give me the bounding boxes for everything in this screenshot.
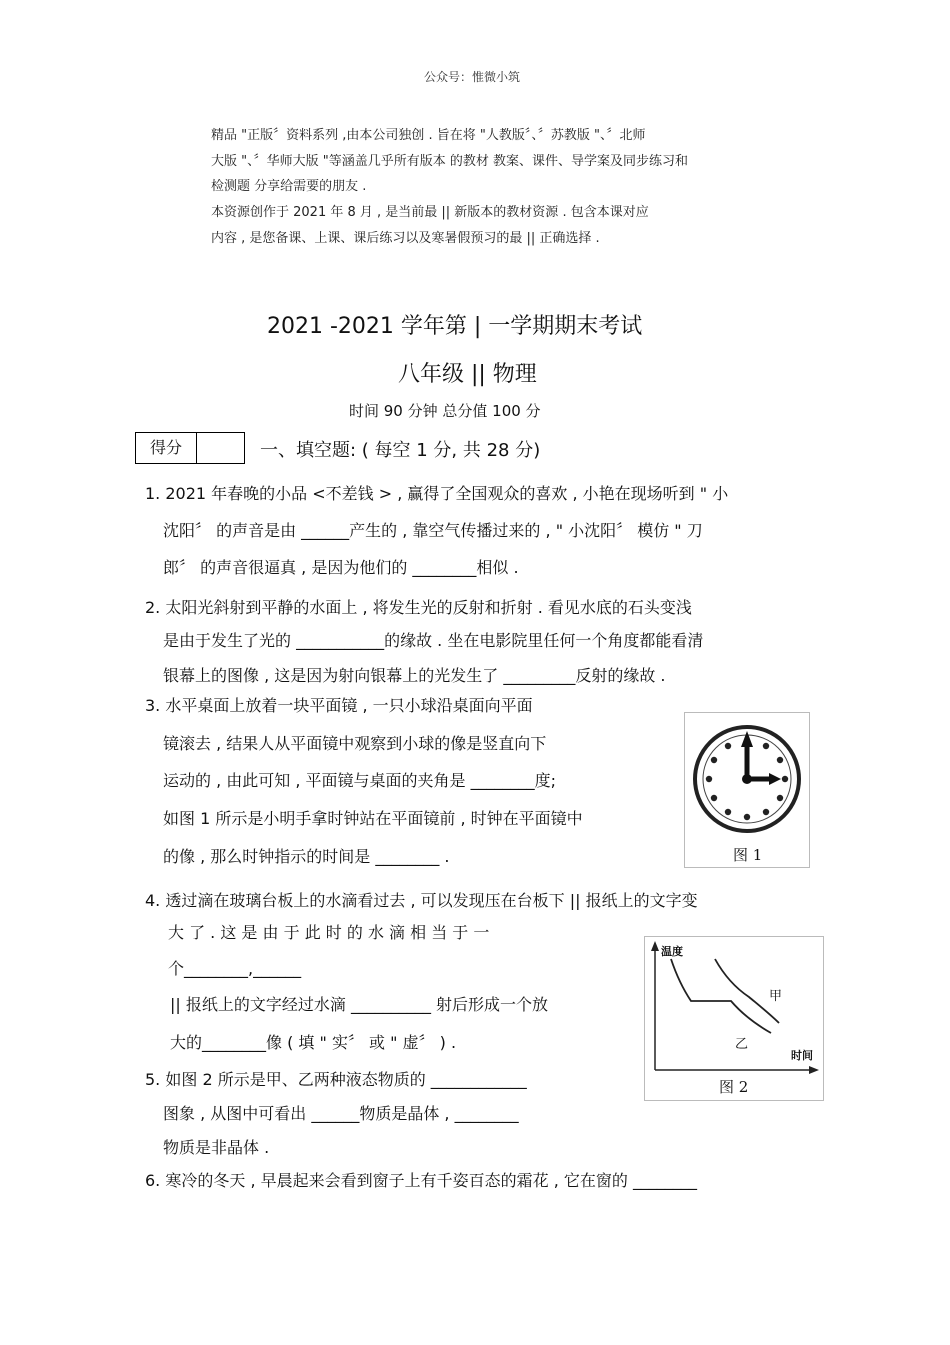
exam-title: 2021 -2021 学年第 | 一学期期末考试	[267, 314, 643, 339]
x-axis-label: 时间	[791, 1049, 813, 1062]
question-line: 沈阳〞 的声音是由 ______产生的 , 靠空气传播过来的 , " 小沈阳〞 模仿 " 刀	[163, 521, 703, 540]
figure-2-graph	[644, 936, 824, 1101]
question-line: 大的________像 ( 填 " 实〞 或 " 虚〞 ) .	[170, 1033, 457, 1052]
figure-2-caption: 图 2	[719, 1078, 749, 1096]
exam-time-info: 时间 90 分钟 总分值 100 分	[349, 402, 541, 420]
series-label-yi: 乙	[735, 1037, 749, 1052]
question-line: 郎〞 的声音很逼真 , 是因为他们的 ________相似 .	[163, 558, 519, 577]
question-line: 大 了 . 这 是 由 于 此 时 的 水 滴 相 当 于 一	[168, 923, 490, 942]
exam-subject: 八年级 || 物理	[398, 362, 537, 387]
question-line: 3. 水平桌面上放着一块平面镜 , 一只小球沿桌面向平面	[145, 696, 533, 715]
intro-line: 本资源创作于 2021 年 8 月 , 是当前最 || 新版本的教材资源 . 包含本课对应	[211, 205, 649, 220]
intro-line: 内容 , 是您备课、上课、课后练习以及寒暑假预习的最 || 正确选择 .	[211, 231, 600, 246]
figure-1-caption: 图 1	[733, 846, 763, 864]
question-line: 2. 太阳光斜射到平静的水面上 , 将发生光的反射和折射 . 看见水底的石头变浅	[145, 598, 692, 617]
question-line: 如图 1 所示是小明手拿时钟站在平面镜前 , 时钟在平面镜中	[163, 809, 583, 828]
question-line: 是由于发生了光的 ___________的缘故 . 坐在电影院里任何一个角度都能看清	[163, 631, 704, 650]
question-line: 运动的 , 由此可知 , 平面镜与桌面的夹角是 ________度;	[163, 771, 556, 790]
question-line: 的像 , 那么时钟指示的时间是 ________ .	[163, 847, 450, 866]
question-line: || 报纸上的文字经过水滴 __________ 射后形成一个放	[170, 995, 549, 1014]
question-line: 个________,______	[168, 959, 302, 978]
section-heading: 一、填空题: ( 每空 1 分, 共 28 分)	[260, 440, 541, 461]
intro-line: 检测题 分享给需要的朋友 .	[211, 179, 367, 194]
y-axis-label: 温度	[661, 945, 683, 958]
series-label-jia: 甲	[769, 989, 783, 1004]
question-line: 1. 2021 年春晚的小品 <不差钱 > , 赢得了全国观众的喜欢 , 小艳在现场听到 " 小	[145, 484, 729, 503]
figure-1-clock	[684, 712, 810, 868]
question-line: 4. 透过滴在玻璃台板上的水滴看过去 , 可以发现压在台板下 || 报纸上的文字变	[145, 891, 698, 910]
score-label: 得分	[136, 433, 197, 463]
intro-line: 大版 "、〞华师大版 "等涵盖几乎所有版本 的教材 教案、课件、导学案及同步练习和	[211, 154, 688, 169]
score-box	[135, 432, 245, 464]
question-line: 图象 , 从图中可看出 ______物质是晶体 , ________	[163, 1104, 519, 1123]
page-header: 公众号：惟微小筑	[424, 70, 521, 84]
question-line: 物质是非晶体 .	[163, 1138, 270, 1157]
intro-line: 精品 "正版〞资料系列 ,由本公司独创 . 旨在将 "人教版〞、〞苏教版 "、〞北师	[211, 128, 646, 143]
question-line: 5. 如图 2 所示是甲、乙两种液态物质的 ____________	[145, 1070, 527, 1089]
question-line: 6. 寒冷的冬天 , 早晨起来会看到窗子上有千姿百态的霜花 , 它在窗的 ________	[145, 1171, 697, 1190]
question-line: 镜滚去 , 结果人从平面镜中观察到小球的像是竖直向下	[163, 734, 547, 753]
question-line: 银幕上的图像 , 这是因为射向银幕上的光发生了 _________反射的缘故 .	[163, 666, 666, 685]
